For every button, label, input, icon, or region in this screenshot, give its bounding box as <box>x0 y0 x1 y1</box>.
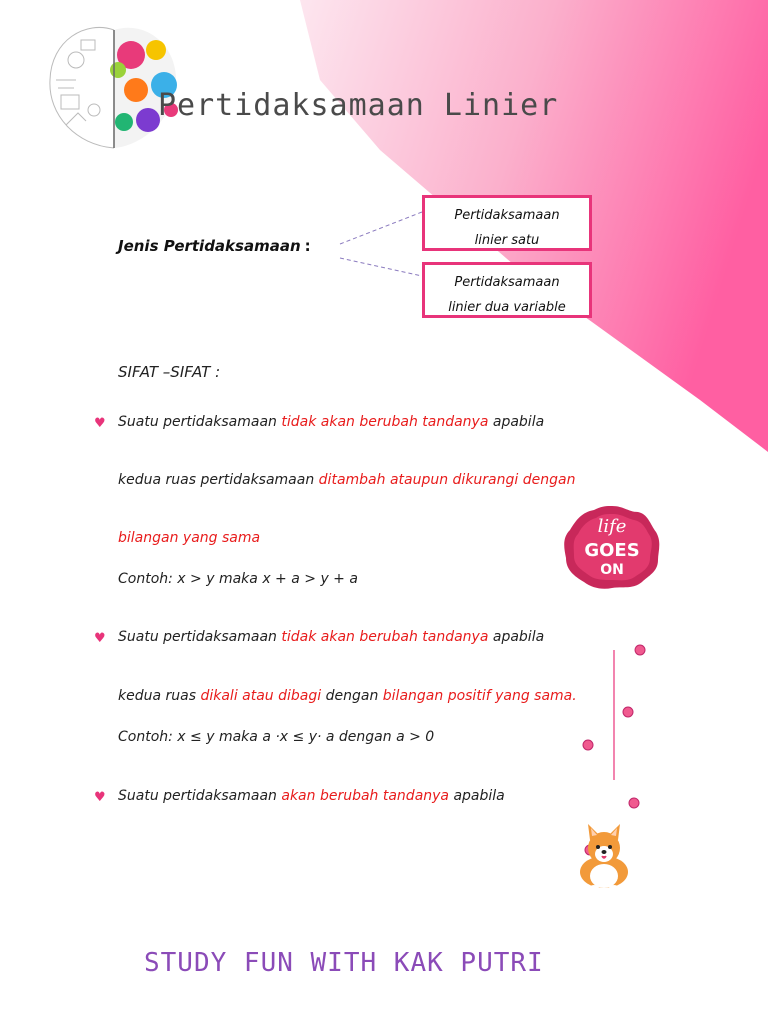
connector-line-bottom <box>340 258 422 276</box>
text: Suatu pertidaksamaan <box>118 414 282 430</box>
text: kedua ruas <box>118 688 201 704</box>
sticker-life-text: life <box>597 516 627 537</box>
type-box-line1: Pertidaksamaan <box>454 275 560 290</box>
sifat-heading: SIFAT –SIFAT : <box>118 363 221 381</box>
connector-line-top <box>340 212 422 244</box>
highlight-text: tidak akan berubah tandanya <box>281 414 489 430</box>
life-goes-on-sticker <box>562 504 662 590</box>
text: apabila <box>488 629 545 645</box>
text: Suatu pertidaksamaan <box>118 629 282 645</box>
type-box-one-variable <box>422 195 592 251</box>
text: kedua ruas pertidaksamaan <box>118 472 319 488</box>
jenis-colon: : <box>304 237 311 255</box>
bead-4 <box>629 798 639 808</box>
highlight-text: bilangan positif yang sama. <box>382 688 577 704</box>
bead-3 <box>583 740 593 750</box>
rule1-line1 <box>118 414 544 430</box>
heart-bullet-icon: ♥ <box>94 416 106 431</box>
heart-bullet-icon: ♥ <box>94 790 106 805</box>
rule2-example: Contoh: x ≤ y maka a ·x ≤ y· a dengan a > 0 <box>118 729 435 745</box>
jenis-text: Jenis Pertidaksamaan <box>118 237 301 255</box>
type-box-line1: Pertidaksamaan <box>454 208 560 223</box>
sticker-goes-text: GOES <box>584 540 640 561</box>
type-box-line2: linier dua variable <box>448 300 566 315</box>
bead-1 <box>635 645 645 655</box>
highlight-text: tidak akan berubah tandanya <box>281 629 489 645</box>
text: apabila <box>488 414 545 430</box>
highlight-text: ditambah ataupun dikurangi dengan <box>318 472 576 488</box>
rule1-line2 <box>118 472 575 488</box>
text: dengan <box>321 688 383 704</box>
sticker-on-text: ON <box>600 562 624 578</box>
corgi-dog-icon <box>568 820 640 892</box>
highlight-text: akan berubah tandanya <box>281 788 450 804</box>
highlight-text: dikali atau dibagi <box>200 688 322 704</box>
heart-bullet-icon: ♥ <box>94 631 106 646</box>
rule3-line1 <box>118 788 505 804</box>
bead-2 <box>623 707 633 717</box>
type-box-two-variable <box>422 262 592 318</box>
text: apabila <box>449 788 505 804</box>
page-title: Pertidaksamaan Linier <box>158 88 559 123</box>
jenis-label <box>118 237 311 255</box>
brain-illustration-icon <box>36 10 196 160</box>
type-box-line2: linier satu <box>474 233 540 248</box>
rule1-example: Contoh: x > y maka x + a > y + a <box>118 571 358 587</box>
rule2-line2 <box>118 688 577 704</box>
rule2-line1 <box>118 629 544 645</box>
rule1-line3: bilangan yang sama <box>118 530 261 546</box>
footer-tagline: STUDY FUN WITH KAK PUTRI <box>144 948 544 978</box>
text: Suatu pertidaksamaan <box>118 788 282 804</box>
